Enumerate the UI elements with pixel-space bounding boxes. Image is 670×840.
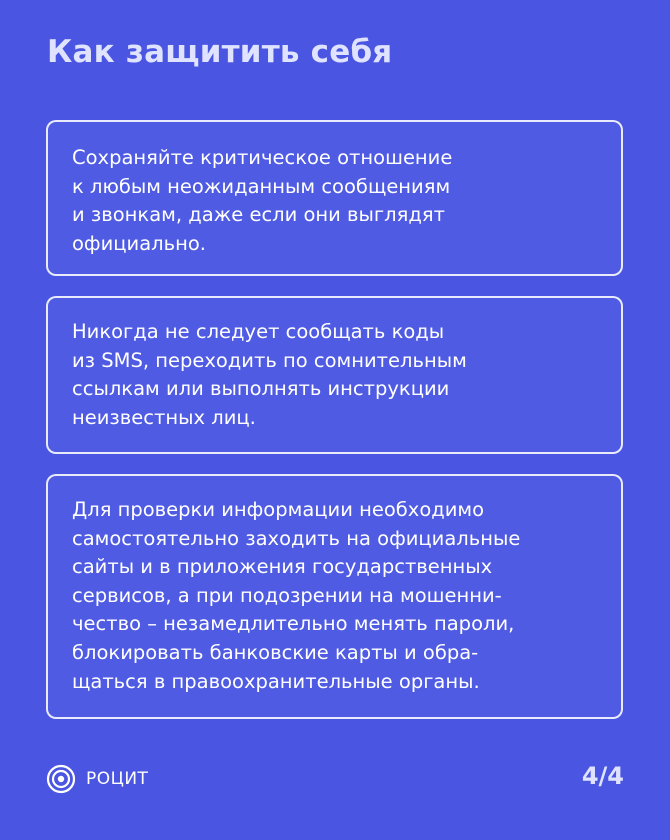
tip-card-1-text: Сохраняйте критическое отношение к любым неожиданным сообщениям и звонкам, даже если они выглядят официально.: [72, 146, 453, 255]
page-counter: 4/4: [581, 762, 624, 790]
tip-card-1: [46, 120, 623, 276]
brand-logo: [46, 764, 148, 794]
tip-card-2-text: Никогда не следует сообщать коды из SMS, переходить по сомнительным ссылкам или выполнять инструкции неизвестных лиц.: [72, 320, 467, 429]
brand-name: РОЦИТ: [86, 769, 149, 789]
tip-card-3-text: Для проверки информации необходимо самостоятельно заходить на официальные сайты и в приложения государственных сервисов, а при подозрении на мошенни- чество – незамедлительно менять пароли, блокировать банковские карты и обра- щаться в правоохранительные органы.: [72, 498, 521, 693]
tip-card-3: [46, 474, 623, 719]
concentric-circles-icon: [46, 764, 76, 794]
tip-card-2: [46, 296, 623, 454]
page-title: Как защитить себя: [47, 34, 393, 70]
